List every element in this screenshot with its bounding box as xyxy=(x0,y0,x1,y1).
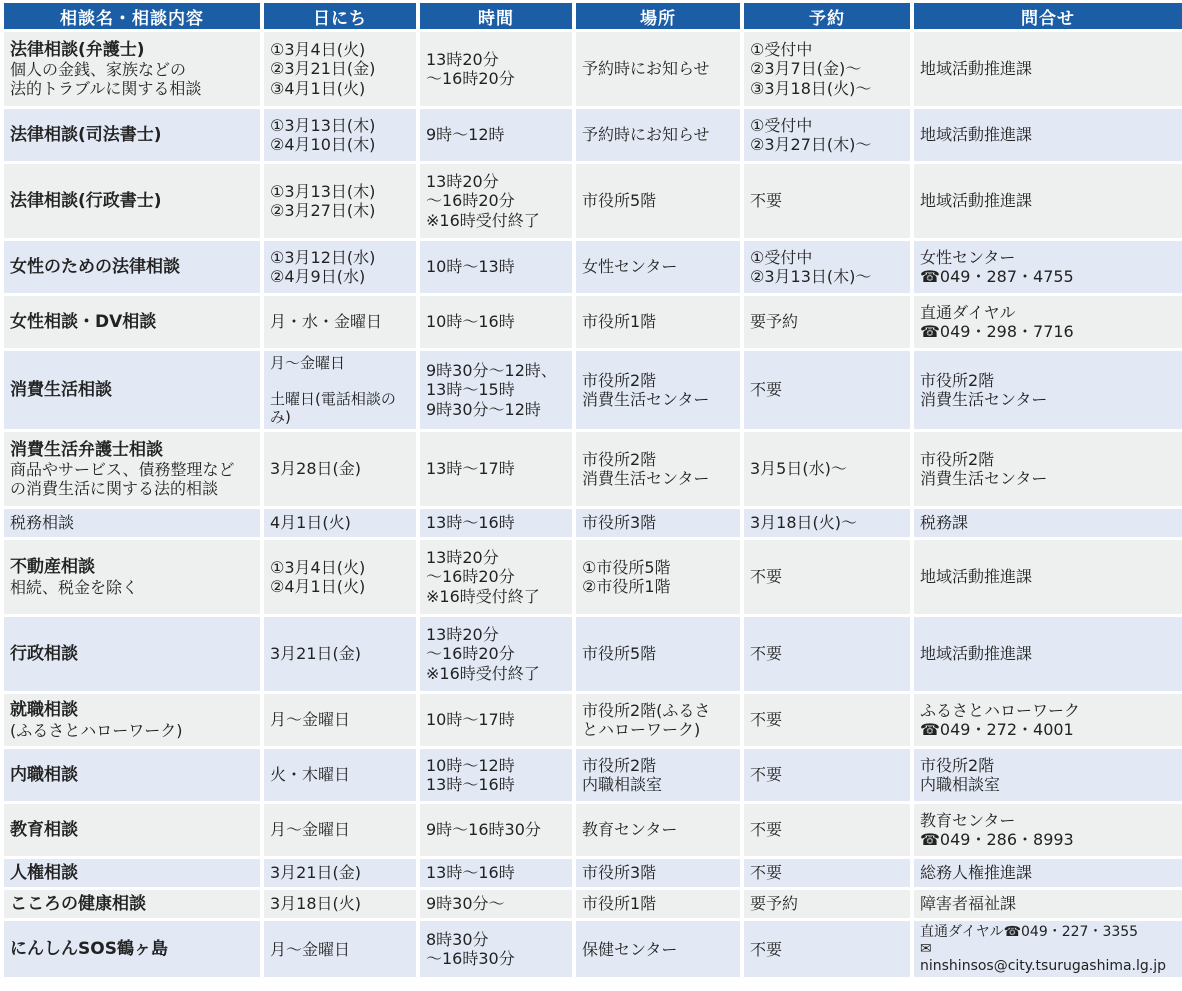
cell-place: 市役所5階 xyxy=(576,617,740,691)
table-row xyxy=(4,432,1182,506)
cell-contact: 市役所2階 消費生活センター xyxy=(914,432,1182,506)
cell-place: 市役所3階 xyxy=(576,509,740,537)
cell-reserve: 不要 xyxy=(744,164,910,238)
cell-contact: 市役所2階 内職相談室 xyxy=(914,749,1182,801)
cell-reserve: ①受付中 ②3月7日(金)〜 ③3月18日(火)〜 xyxy=(744,32,910,106)
cell-place: 予約時にお知らせ xyxy=(576,32,740,106)
cell-place: 市役所2階 消費生活センター xyxy=(576,432,740,506)
consultation-name: 女性相談・DV相談 xyxy=(10,311,157,332)
consultation-name: 消費生活相談 xyxy=(10,379,112,400)
table-row xyxy=(4,890,1182,918)
cell-date: 月・水・金曜日 xyxy=(264,296,416,348)
cell-contact: 市役所2階 消費生活センター xyxy=(914,351,1182,429)
consultation-name: 法律相談(弁護士) xyxy=(10,39,145,60)
cell-reserve: 不要 xyxy=(744,804,910,856)
table-row xyxy=(4,164,1182,238)
consultation-name: 女性のための法律相談 xyxy=(10,256,180,277)
cell-date: ①3月4日(火) ②4月1日(火) xyxy=(264,540,416,614)
table-row xyxy=(4,540,1182,614)
cell-date: 3月21日(金) xyxy=(264,859,416,887)
cell-time: 10時〜13時 xyxy=(420,241,572,293)
cell-place: 予約時にお知らせ xyxy=(576,109,740,161)
consultation-detail: 個人の金銭、家族などの 法的トラブルに関する相談 xyxy=(10,60,202,99)
cell-reserve: 不要 xyxy=(744,540,910,614)
cell-contact: 総務人権推進課 xyxy=(914,859,1182,887)
consultation-name: 行政相談 xyxy=(10,643,78,664)
cell-date: 3月21日(金) xyxy=(264,617,416,691)
cell-time: 10時〜16時 xyxy=(420,296,572,348)
cell-name xyxy=(4,32,260,106)
cell-time: 9時30分〜 xyxy=(420,890,572,918)
cell-contact: 直通ダイヤル ☎049・298・7716 xyxy=(914,296,1182,348)
cell-date: 月〜金曜日 xyxy=(264,694,416,746)
cell-time: 13時〜16時 xyxy=(420,859,572,887)
cell-place: 市役所2階 消費生活センター xyxy=(576,351,740,429)
cell-name xyxy=(4,859,260,887)
table-row xyxy=(4,351,1182,429)
cell-reserve: 不要 xyxy=(744,859,910,887)
cell-reserve: 3月5日(水)〜 xyxy=(744,432,910,506)
header-time: 時間 xyxy=(420,3,572,29)
cell-reserve: 不要 xyxy=(744,617,910,691)
cell-name xyxy=(4,164,260,238)
cell-place: 教育センター xyxy=(576,804,740,856)
cell-reserve: 3月18日(火)〜 xyxy=(744,509,910,537)
header-reserve: 予約 xyxy=(744,3,910,29)
cell-date: ①3月4日(火) ②3月21日(金) ③4月1日(火) xyxy=(264,32,416,106)
cell-name xyxy=(4,241,260,293)
cell-place: 保健センター xyxy=(576,921,740,977)
cell-time: 8時30分 〜16時30分 xyxy=(420,921,572,977)
cell-reserve: ①受付中 ②3月13日(木)〜 xyxy=(744,241,910,293)
cell-date: 月〜金曜日 xyxy=(264,804,416,856)
cell-place: 市役所2階 内職相談室 xyxy=(576,749,740,801)
cell-name xyxy=(4,432,260,506)
cell-contact: 地域活動推進課 xyxy=(914,109,1182,161)
cell-reserve: ①受付中 ②3月27日(木)〜 xyxy=(744,109,910,161)
consultation-detail: 税務相談 xyxy=(10,513,75,533)
header-contact: 問合せ xyxy=(914,3,1182,29)
cell-place: 市役所1階 xyxy=(576,296,740,348)
table-row xyxy=(4,921,1182,977)
cell-date: 3月18日(火) xyxy=(264,890,416,918)
consultation-name: 不動産相談 xyxy=(10,557,95,578)
cell-contact: 直通ダイヤル☎049・227・3355 ✉ninshinsos@city.tsurugashima.lg.jp xyxy=(914,921,1182,977)
cell-time: 13時〜16時 xyxy=(420,509,572,537)
cell-time: 9時〜12時 xyxy=(420,109,572,161)
cell-reserve: 不要 xyxy=(744,921,910,977)
cell-reserve: 不要 xyxy=(744,749,910,801)
consultation-name: 法律相談(司法書士) xyxy=(10,124,162,145)
cell-contact: ふるさとハローワーク ☎049・272・4001 xyxy=(914,694,1182,746)
cell-contact: 地域活動推進課 xyxy=(914,540,1182,614)
consultation-name: 内職相談 xyxy=(10,764,78,785)
header-row xyxy=(4,3,1182,29)
cell-name xyxy=(4,921,260,977)
cell-name xyxy=(4,296,260,348)
cell-date: 月〜金曜日 土曜日(電話相談のみ) xyxy=(264,351,416,429)
cell-place: 女性センター xyxy=(576,241,740,293)
consultation-detail: 商品やサービス、債務整理など の消費生活に関する法的相談 xyxy=(10,460,235,499)
cell-contact: 地域活動推進課 xyxy=(914,617,1182,691)
cell-contact: 教育センター ☎049・286・8993 xyxy=(914,804,1182,856)
cell-reserve: 不要 xyxy=(744,351,910,429)
consultation-name: 教育相談 xyxy=(10,819,78,840)
cell-place: 市役所5階 xyxy=(576,164,740,238)
cell-date: 月〜金曜日 xyxy=(264,921,416,977)
cell-name xyxy=(4,509,260,537)
table-row xyxy=(4,109,1182,161)
cell-date: ①3月13日(木) ②4月10日(木) xyxy=(264,109,416,161)
cell-reserve: 要予約 xyxy=(744,890,910,918)
table-row xyxy=(4,241,1182,293)
cell-date: ①3月12日(水) ②4月9日(水) xyxy=(264,241,416,293)
header-name: 相談名・相談内容 xyxy=(4,3,260,29)
cell-contact: 女性センター ☎049・287・4755 xyxy=(914,241,1182,293)
cell-time: 13時20分 〜16時20分 xyxy=(420,32,572,106)
cell-place: 市役所3階 xyxy=(576,859,740,887)
cell-time: 9時30分〜12時、 13時〜15時 9時30分〜12時 xyxy=(420,351,572,429)
consultation-detail: (ふるさとハローワーク) xyxy=(10,720,183,740)
cell-time: 13時〜17時 xyxy=(420,432,572,506)
table-row xyxy=(4,296,1182,348)
cell-name xyxy=(4,804,260,856)
cell-name xyxy=(4,890,260,918)
cell-contact: 地域活動推進課 xyxy=(914,32,1182,106)
cell-contact: 税務課 xyxy=(914,509,1182,537)
cell-time: 13時20分 〜16時20分 ※16時受付終了 xyxy=(420,164,572,238)
cell-date: ①3月13日(木) ②3月27日(木) xyxy=(264,164,416,238)
header-date: 日にち xyxy=(264,3,416,29)
consultation-name: 人権相談 xyxy=(10,862,78,883)
consultation-detail: 相続、税金を除く xyxy=(10,577,139,597)
cell-time: 10時〜17時 xyxy=(420,694,572,746)
consultation-name: にんしんSOS鶴ヶ島 xyxy=(10,939,168,959)
cell-time: 10時〜12時 13時〜16時 xyxy=(420,749,572,801)
cell-place: 市役所1階 xyxy=(576,890,740,918)
cell-name xyxy=(4,540,260,614)
cell-date: 火・木曜日 xyxy=(264,749,416,801)
cell-date: 3月28日(金) xyxy=(264,432,416,506)
consultation-name: こころの健康相談 xyxy=(10,893,146,914)
cell-name xyxy=(4,109,260,161)
cell-name xyxy=(4,617,260,691)
table-row xyxy=(4,32,1182,106)
cell-name xyxy=(4,351,260,429)
consultation-name: 消費生活弁護士相談 xyxy=(10,439,163,460)
cell-name xyxy=(4,694,260,746)
cell-place: 市役所2階(ふるさ とハローワーク) xyxy=(576,694,740,746)
consultation-name: 就職相談 xyxy=(10,700,78,721)
cell-contact: 地域活動推進課 xyxy=(914,164,1182,238)
table-row xyxy=(4,694,1182,746)
cell-contact: 障害者福祉課 xyxy=(914,890,1182,918)
cell-reserve: 不要 xyxy=(744,694,910,746)
cell-time: 13時20分 〜16時20分 ※16時受付終了 xyxy=(420,540,572,614)
cell-date: 4月1日(火) xyxy=(264,509,416,537)
table-row xyxy=(4,749,1182,801)
consultation-name: 法律相談(行政書士) xyxy=(10,190,162,211)
cell-time: 13時20分 〜16時20分 ※16時受付終了 xyxy=(420,617,572,691)
header-place: 場所 xyxy=(576,3,740,29)
cell-name xyxy=(4,749,260,801)
table-row xyxy=(4,509,1182,537)
table-row xyxy=(4,804,1182,856)
table-row xyxy=(4,859,1182,887)
cell-place: ①市役所5階 ②市役所1階 xyxy=(576,540,740,614)
cell-reserve: 要予約 xyxy=(744,296,910,348)
table-row xyxy=(4,617,1182,691)
cell-time: 9時〜16時30分 xyxy=(420,804,572,856)
